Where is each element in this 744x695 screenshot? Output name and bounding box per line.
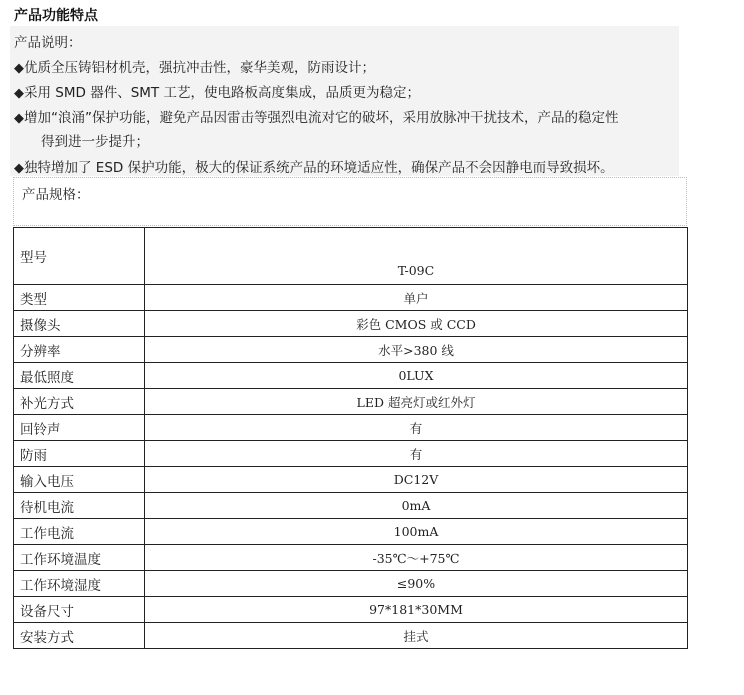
feature-bullet (14, 56, 375, 76)
feature-bullet (14, 106, 619, 126)
spec-label: 安装方式 (14, 623, 145, 649)
spec-value: 单户 (145, 285, 688, 311)
spec-label: 最低照度 (14, 363, 145, 389)
spec-label: 设备尺寸 (14, 597, 145, 623)
spec-label: 工作环境温度 (14, 545, 145, 571)
description-heading: 产品说明： (14, 35, 82, 51)
table-row (14, 545, 688, 571)
spec-value: ≤90% (145, 571, 688, 597)
product-description-box (10, 26, 679, 176)
spec-label: 输入电压 (14, 467, 145, 493)
diamond-bullet-icon: ◆ (14, 86, 24, 101)
spec-label: 补光方式 (14, 389, 145, 415)
spec-value: 有 (145, 415, 688, 441)
section-title: 产品功能特点 (14, 8, 98, 24)
feature-text: 优质全压铸铝材机壳，强抗冲击性，豪华美观，防雨设计； (24, 60, 375, 76)
table-row (14, 311, 688, 337)
diamond-bullet-icon: ◆ (14, 61, 24, 76)
table-row (14, 228, 688, 285)
table-row (14, 597, 688, 623)
spec-value: 0LUX (145, 363, 688, 389)
spec-label: 类型 (14, 285, 145, 311)
diamond-bullet-icon: ◆ (14, 111, 24, 126)
table-row (14, 623, 688, 649)
table-row (14, 337, 688, 363)
spec-label: 防雨 (14, 441, 145, 467)
feature-bullet (14, 156, 614, 176)
feature-text: 增加“浪涌”保护功能，避免产品因雷击等强烈电流对它的破坏，采用放脉冲干扰技术，产品的稳定性 (24, 110, 619, 126)
spec-label: 工作电流 (14, 519, 145, 545)
spec-label: 分辨率 (14, 337, 145, 363)
spec-heading: 产品规格： (22, 187, 90, 203)
spec-table (13, 227, 688, 649)
spec-value: -35℃～+75℃ (145, 545, 688, 571)
table-row (14, 363, 688, 389)
table-row (14, 441, 688, 467)
spec-value: 97*181*30MM (145, 597, 688, 623)
table-row (14, 571, 688, 597)
spec-value: 水平>380 线 (145, 337, 688, 363)
spec-value: 挂式 (145, 623, 688, 649)
spec-label: 待机电流 (14, 493, 145, 519)
spec-label: 回铃声 (14, 415, 145, 441)
feature-bullet (14, 81, 420, 101)
table-row (14, 493, 688, 519)
spec-value: 0mA (145, 493, 688, 519)
spec-label: 工作环境湿度 (14, 571, 145, 597)
spec-value: 有 (145, 441, 688, 467)
spec-label: 型号 (14, 228, 145, 285)
spec-heading-box (13, 177, 687, 226)
feature-text: 独特增加了 ESD 保护功能，极大的保证系统产品的环境适应性，确保产品不会因静电而导致损坏。 (24, 160, 614, 176)
feature-text-continued: 得到进一步提升； (41, 134, 149, 150)
feature-text: 采用 SMD 器件、SMT 工艺，使电路板高度集成，品质更为稳定； (24, 85, 420, 101)
spec-value: 100mA (145, 519, 688, 545)
table-row (14, 389, 688, 415)
diamond-bullet-icon: ◆ (14, 161, 24, 176)
spec-value: T-09C (145, 228, 688, 285)
table-row (14, 519, 688, 545)
table-row (14, 285, 688, 311)
table-row (14, 467, 688, 493)
spec-value: 彩色 CMOS 或 CCD (145, 311, 688, 337)
spec-value: LED 超亮灯或红外灯 (145, 389, 688, 415)
spec-value: DC12V (145, 467, 688, 493)
spec-label: 摄像头 (14, 311, 145, 337)
table-row (14, 415, 688, 441)
